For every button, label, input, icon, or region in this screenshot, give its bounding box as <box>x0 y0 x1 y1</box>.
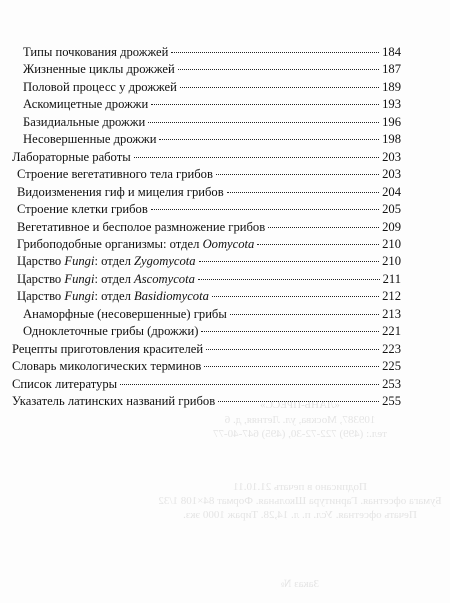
toc-entry[interactable] <box>17 253 401 270</box>
latin-term: Fungi <box>64 271 95 286</box>
toc-entry-title <box>17 166 213 183</box>
dot-leader <box>268 227 379 228</box>
latin-term: Fungi <box>64 289 95 304</box>
bleed-through-line: тел.: (499) 722-72-30, (495) 647-40-77 <box>212 428 388 440</box>
toc-page-number: 205 <box>382 202 401 217</box>
dot-leader <box>227 192 379 193</box>
title-text: Строение клетки грибов <box>17 202 148 217</box>
title-text: Анаморфные (несовершенные) грибы <box>23 306 227 321</box>
toc-page-number: 187 <box>382 62 401 77</box>
title-text: Царство <box>17 289 65 304</box>
toc-page-number: 196 <box>382 114 401 129</box>
toc-entry-title <box>23 61 175 78</box>
title-text: : отдел <box>94 271 135 286</box>
toc-entry[interactable] <box>17 236 401 253</box>
title-text: Список литературы <box>12 376 118 391</box>
dot-leader <box>178 69 379 70</box>
toc-entry[interactable] <box>17 184 401 201</box>
toc-entry[interactable] <box>23 61 401 78</box>
toc-page-number: 193 <box>382 97 401 112</box>
dot-leader <box>120 384 379 385</box>
toc-entry[interactable] <box>23 114 401 131</box>
toc-page-number: 225 <box>382 359 401 374</box>
dot-leader <box>180 87 379 88</box>
dot-leader <box>171 52 379 53</box>
toc-page-number: 211 <box>382 271 401 286</box>
toc-entry-title <box>23 306 227 323</box>
dot-leader <box>216 174 379 175</box>
toc-entry-title <box>12 149 131 166</box>
toc-entry[interactable] <box>23 44 401 61</box>
toc-entry-title <box>17 271 195 288</box>
dot-leader <box>212 296 379 297</box>
bleed-through-line: 109387, Москва, ул. Летняя, д. 6 <box>224 414 376 426</box>
title-text: Видоизменения гиф и мицелия грибов <box>17 184 224 199</box>
dot-leader <box>218 401 379 402</box>
latin-term: Oomycota <box>202 236 255 251</box>
toc-entry-title <box>12 341 203 358</box>
toc-entry[interactable] <box>12 149 401 166</box>
title-text: : отдел <box>94 254 135 269</box>
toc-entry[interactable] <box>23 79 401 96</box>
dot-leader <box>151 104 379 105</box>
toc-page-number: 209 <box>382 219 401 234</box>
title-text: Вегетативное и бесполое размножение грибов <box>17 219 266 234</box>
toc-page-number: 203 <box>382 167 401 182</box>
toc-page-number: 203 <box>382 149 401 164</box>
toc-entry[interactable] <box>23 306 401 323</box>
title-text: Одноклеточные грибы (дрожжи) <box>23 324 199 339</box>
toc-entry[interactable] <box>12 341 401 358</box>
dot-leader <box>198 279 380 280</box>
toc-page-number: 198 <box>382 132 401 147</box>
toc-page-number: 210 <box>382 236 401 251</box>
dot-leader <box>199 261 380 262</box>
toc-entry-title <box>12 393 215 410</box>
toc-entry-title <box>23 131 156 148</box>
toc-entry-title <box>12 358 201 375</box>
bleed-through-line: Подписано в печать 21.10.11 <box>233 481 367 493</box>
toc-entry-title <box>17 236 254 253</box>
title-text: Аскомицетные дрожжи <box>23 97 149 112</box>
toc-page-number: 189 <box>382 79 401 94</box>
latin-term: Basidiomycota <box>134 289 209 304</box>
toc-page-number: 213 <box>382 306 401 321</box>
toc-entry-title <box>23 96 148 113</box>
toc-entry-title <box>17 201 148 218</box>
dot-leader <box>148 122 379 123</box>
toc-entry[interactable] <box>17 166 401 183</box>
dot-leader <box>206 349 379 350</box>
toc-entry[interactable] <box>12 358 401 375</box>
title-text: : отдел <box>94 289 135 304</box>
toc-entry-title <box>23 79 177 96</box>
toc-entry[interactable] <box>23 96 401 113</box>
dot-leader <box>257 244 379 245</box>
toc-page-number: 221 <box>382 324 401 339</box>
latin-term: Ascomycota <box>134 271 195 286</box>
toc-entry[interactable] <box>17 219 401 236</box>
bleed-through-line: Заказ № <box>280 578 320 590</box>
bleed-through-line: «ЛАНЬ-ПРЕСС» <box>260 399 340 411</box>
toc-entry-title <box>12 376 117 393</box>
toc-page-number: 204 <box>382 184 401 199</box>
toc-entry[interactable] <box>17 271 401 288</box>
toc-entry[interactable] <box>17 288 401 305</box>
latin-term: Fungi <box>64 254 95 269</box>
toc-entry[interactable] <box>23 323 401 340</box>
toc-page-number: 255 <box>382 394 401 408</box>
toc-page-number: 184 <box>382 45 401 59</box>
toc-page-number: 210 <box>382 254 401 269</box>
dot-leader <box>201 331 379 332</box>
title-text: Типы почкования дрожжей <box>23 45 169 59</box>
latin-term: Zygomycota <box>134 254 196 269</box>
toc-entry-title <box>23 114 145 131</box>
toc-entry-title <box>23 323 198 340</box>
toc-entry[interactable] <box>12 393 401 410</box>
title-text: Лабораторные работы <box>12 149 131 164</box>
dot-leader <box>204 366 379 367</box>
bleed-through-line: Печать офсетная. Усл. п. л. 14,28. Тираж 1000 экз. <box>183 509 417 521</box>
toc-entry-title <box>17 184 224 201</box>
title-text: Царство <box>17 271 65 286</box>
dot-leader <box>151 209 379 210</box>
title-text: Указатель латинских названий грибов <box>12 394 216 408</box>
toc-page-number: 223 <box>382 341 401 356</box>
dot-leader <box>134 157 379 158</box>
title-text: Строение вегетативного тела грибов <box>17 167 213 182</box>
toc-entry-title <box>17 219 265 236</box>
dot-leader <box>159 139 379 140</box>
toc-entry[interactable] <box>12 376 401 393</box>
title-text: Царство <box>17 254 65 269</box>
toc-entry-title <box>17 253 196 270</box>
toc-page-number: 212 <box>382 289 401 304</box>
title-text: Грибоподобные организмы: отдел <box>17 236 203 251</box>
title-text: Базидиальные дрожжи <box>23 114 146 129</box>
dot-leader <box>230 314 379 315</box>
title-text: Несовершенные дрожжи <box>23 132 157 147</box>
title-text: Словарь микологических терминов <box>12 359 202 374</box>
bleed-through-line: Бумага офсетная. Гарнитура Школьная. Формат 84×108 1/32 <box>158 495 442 507</box>
toc-entry-title <box>23 44 168 61</box>
toc-entry[interactable] <box>23 131 401 148</box>
toc-entry[interactable] <box>17 201 401 218</box>
title-text: Рецепты приготовления красителей <box>12 341 204 356</box>
toc-entry-title <box>17 288 209 305</box>
title-text: Половой процесс у дрожжей <box>23 79 177 94</box>
title-text: Жизненные циклы дрожжей <box>23 62 175 77</box>
toc-page-number: 253 <box>382 376 401 391</box>
